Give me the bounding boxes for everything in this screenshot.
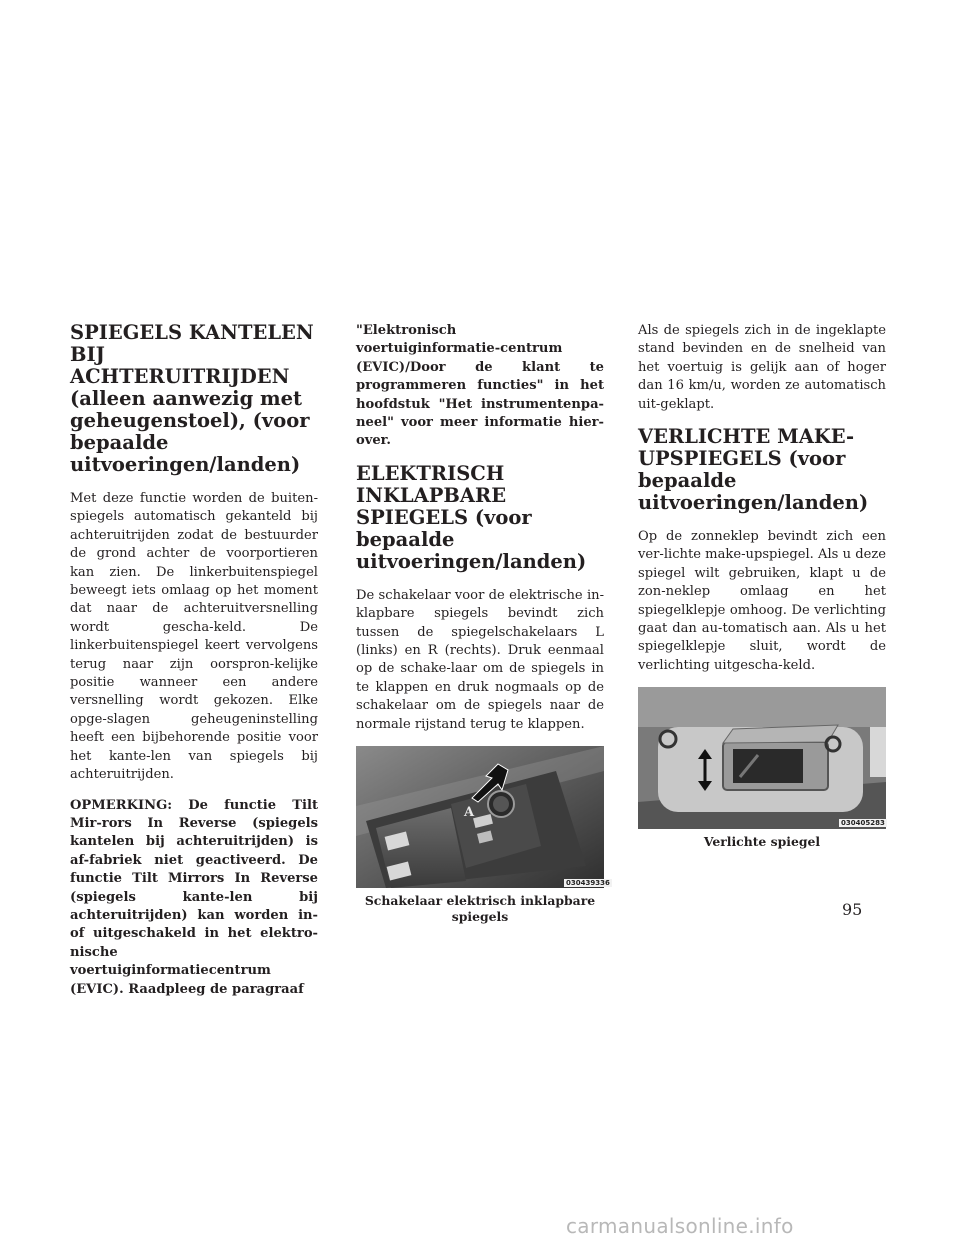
column-middle bbox=[356, 322, 610, 925]
figure-folding-switch bbox=[356, 746, 610, 925]
section-heading-folding-mirrors: ELEKTRISCH INKLAPBARE SPIEGELS (voor bepaalde uitvoeringen/landen) bbox=[356, 461, 587, 573]
folding-switch-illustration bbox=[356, 746, 604, 888]
note-tilt-mirrors: OPMERKING: De functie Tilt Mir-rors In Reverse (spiegels kantelen bij achteruitrijden) is af-fabriek niet geactiveerd. De functie Tilt Mirrors In Reverse (spiegels kante-len bij achteruitrijden) kan worden in- of uitgeschakeld in het elektro-nische voertuiginformatiecentrum (EVIC). Raadpleeg de paragraaf bbox=[70, 797, 318, 997]
body-paragraph-tilt-mirrors: Met deze functie worden de buiten-spiegels automatisch gekanteld bij achteruitrijden zodat de bestuurder de grond achter de voorportieren kan zien. De linkerbuitenspiegel beweegt iets omlaag op het moment dat naar de achteruitversnelling wordt gescha-keld. De linkerbuitenspiegel keert vervolgens terug naar zijn oorspron-kelijke positie wanneer een andere versnelling wordt gekozen. Elke opge-slagen geheugeninstelling heeft een bijbehorende positie voor het kante-len van spiegels bij achteruitrijden. bbox=[70, 491, 318, 783]
section-heading-tilt-mirrors: SPIEGELS KANTELEN BIJ ACHTERUITRIJDEN (alleen aanwezig met geheugenstoel), (voor bepaalde uitvoeringen/landen) bbox=[70, 321, 314, 476]
figure-code: 030405283 bbox=[841, 819, 885, 828]
watermark: carmanualsonline.info bbox=[566, 1214, 794, 1238]
figure-caption: Verlichte spiegel bbox=[703, 834, 821, 850]
body-paragraph-folding-mirrors: De schakelaar voor de elektrische in-klapbare spiegels bevindt zich tussen de spiegelschakelaars L (links) en R (rechts). Druk eenmaal op de schake-laar om de spiegels in te klappen en druk nogmaals op de schakelaar om de spiegels naar de normale rijstand terug te klappen. bbox=[356, 587, 604, 732]
vanity-mirror-photo bbox=[638, 687, 886, 829]
page-number: 95 bbox=[842, 900, 863, 919]
figure-caption: Schakelaar elektrisch inklapbare spiegels bbox=[364, 893, 596, 925]
body-paragraph-auto-unfold: Als de spiegels zich in de ingeklapte stand bevinden en de snelheid van het voertuig is gelijk aan of hoger dan 16 km/u, worden ze automatisch uit-geklapt. bbox=[638, 323, 886, 412]
switch-letter-label: A bbox=[464, 805, 475, 821]
body-paragraph-vanity-mirrors: Op de zonneklep bevindt zich een ver-lichte make-upspiegel. Als u deze spiegel wilt gebruiken, klapt u de zon-neklep omlaag en het spiegelklepje omhoog. De verlichting gaat dan au-tomatisch aan. Als u het spiegelklepje sluit, wordt de verlichting uitgescha-keld. bbox=[638, 529, 886, 673]
figure-vanity-mirror bbox=[638, 687, 886, 850]
folding-switch-photo bbox=[356, 746, 610, 888]
column-right bbox=[638, 322, 886, 850]
sun-visor-illustration bbox=[638, 687, 886, 829]
section-heading-vanity-mirrors: VERLICHTE MAKE-UPSPIEGELS (voor bepaalde uitvoeringen/landen) bbox=[638, 425, 869, 515]
figure-code: 030439336 bbox=[566, 879, 610, 888]
note-continued: "Elektronisch voertuiginformatie-centrum (EVIC)/Door de klant te programmeren functies" in het hoofdstuk "Het instrumentenpa-neel" voor meer informatie hier-over. bbox=[356, 323, 604, 449]
column-left bbox=[70, 322, 318, 1011]
